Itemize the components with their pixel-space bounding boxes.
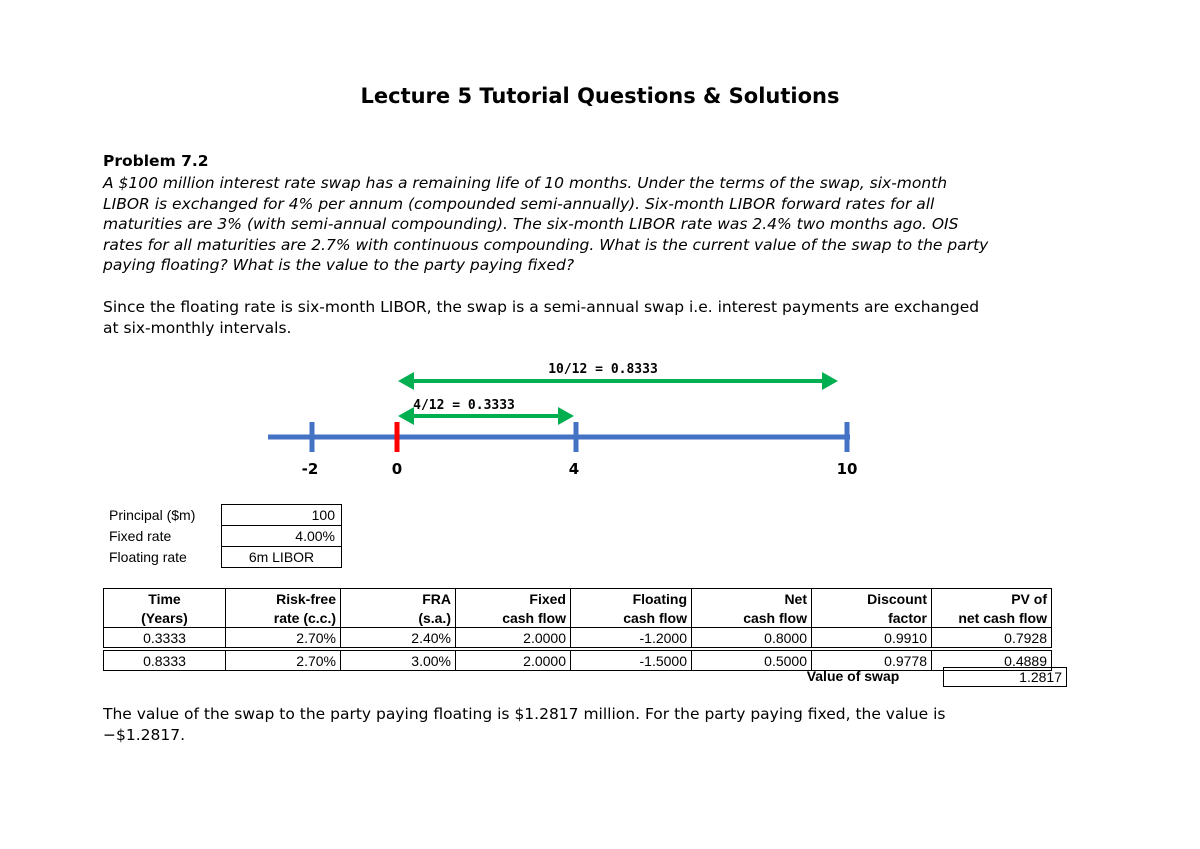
table-cell: 2.70% bbox=[226, 651, 341, 671]
table-cell: 3.00% bbox=[341, 651, 456, 671]
tick-label: -2 bbox=[301, 460, 319, 478]
table-cell: 0.8000 bbox=[692, 628, 812, 648]
tick-label: 0 bbox=[391, 460, 403, 478]
table-cell: 2.70% bbox=[226, 628, 341, 648]
input-label: Floating rate bbox=[109, 549, 187, 565]
question-line: maturities are 3% (with semi-annual compounding). The six-month LIBOR rate was 2.4% two months ago. OIS bbox=[103, 215, 959, 233]
table-header-row bbox=[104, 589, 1052, 609]
table-cell: 0.9910 bbox=[812, 628, 932, 648]
conclusion-line: −$1.2817. bbox=[103, 726, 186, 744]
column-header: net cash flow bbox=[932, 608, 1052, 628]
table-cell: 0.4889 bbox=[932, 651, 1052, 671]
column-header: Net bbox=[692, 589, 812, 609]
question-line: LIBOR is exchanged for 4% per annum (compounded semi-annually). Six-month LIBOR forward rates for all bbox=[103, 194, 935, 213]
table-cell: 0.7928 bbox=[932, 628, 1052, 648]
input-parameters bbox=[103, 504, 342, 568]
table-cell: 0.8333 bbox=[104, 651, 226, 671]
input-value: 4.00% bbox=[222, 526, 342, 547]
column-header: Risk-free bbox=[226, 589, 341, 609]
long-arrow-head-right bbox=[822, 372, 838, 390]
question-line: paying floating? What is the value to the party paying fixed? bbox=[103, 256, 575, 274]
table-row bbox=[104, 628, 1052, 648]
table-cell: 0.9778 bbox=[812, 651, 932, 671]
input-label: Principal ($m) bbox=[109, 507, 196, 523]
input-row bbox=[103, 505, 342, 526]
column-header: cash flow bbox=[692, 608, 812, 628]
table-cell: 2.40% bbox=[341, 628, 456, 648]
conclusion bbox=[103, 704, 1103, 746]
conclusion-line: The value of the swap to the party paying floating is $1.2817 million. For the party paying fixed, the value is bbox=[103, 705, 946, 723]
swap-value-label: Value of swap bbox=[806, 668, 900, 684]
table-cell: 0.5000 bbox=[692, 651, 812, 671]
explanation-line: at six-monthly intervals. bbox=[103, 319, 292, 337]
table-cell: -1.5000 bbox=[571, 651, 692, 671]
column-header: FRA bbox=[341, 589, 456, 609]
long-arrow-label: 10/12 = 0.8333 bbox=[548, 362, 658, 377]
tick-label: 10 bbox=[836, 460, 858, 478]
column-header: Fixed bbox=[456, 589, 571, 609]
input-value: 100 bbox=[222, 505, 342, 526]
problem-heading: Problem 7.2 bbox=[103, 152, 209, 170]
table-cell: 2.0000 bbox=[456, 651, 571, 671]
input-row bbox=[103, 547, 342, 568]
input-label: Fixed rate bbox=[109, 528, 172, 544]
explanation bbox=[103, 297, 1103, 339]
table-cell: -1.2000 bbox=[571, 628, 692, 648]
swap-value: 1.2817 bbox=[943, 667, 1067, 687]
explanation-line: Since the floating rate is six-month LIBOR, the swap is a semi-annual swap i.e. interest payments are exchanged bbox=[103, 298, 980, 316]
column-header: Time bbox=[104, 589, 226, 609]
column-header: factor bbox=[812, 608, 932, 628]
input-value: 6m LIBOR bbox=[222, 547, 342, 568]
column-header: (Years) bbox=[104, 608, 226, 628]
short-arrow-label: 4/12 = 0.3333 bbox=[413, 398, 515, 413]
tick-label: 4 bbox=[568, 460, 580, 478]
problem-question bbox=[103, 173, 1103, 276]
short-arrow-head-right bbox=[558, 407, 574, 425]
column-header: cash flow bbox=[456, 608, 571, 628]
column-header: Floating bbox=[571, 589, 692, 609]
long-arrow-head-left bbox=[398, 372, 414, 390]
table-cell: 2.0000 bbox=[456, 628, 571, 648]
column-header: (s.a.) bbox=[341, 608, 456, 628]
table-header-row bbox=[104, 608, 1052, 628]
column-header: Discount bbox=[812, 589, 932, 609]
page-title: Lecture 5 Tutorial Questions & Solutions bbox=[360, 84, 840, 108]
column-header: rate (c.c.) bbox=[226, 608, 341, 628]
cashflow-table bbox=[103, 588, 1052, 671]
question-line: rates for all maturities are 2.7% with continuous compounding. What is the current value of the swap to the party bbox=[103, 235, 989, 254]
question-line: A $100 million interest rate swap has a remaining life of 10 months. Under the terms of the swap, six-month bbox=[103, 174, 948, 192]
input-row bbox=[103, 526, 342, 547]
short-arrow-head-left bbox=[398, 407, 414, 425]
timeline-diagram bbox=[0, 350, 1200, 490]
table-cell: 0.3333 bbox=[104, 628, 226, 648]
column-header: PV of bbox=[932, 589, 1052, 609]
column-header: cash flow bbox=[571, 608, 692, 628]
